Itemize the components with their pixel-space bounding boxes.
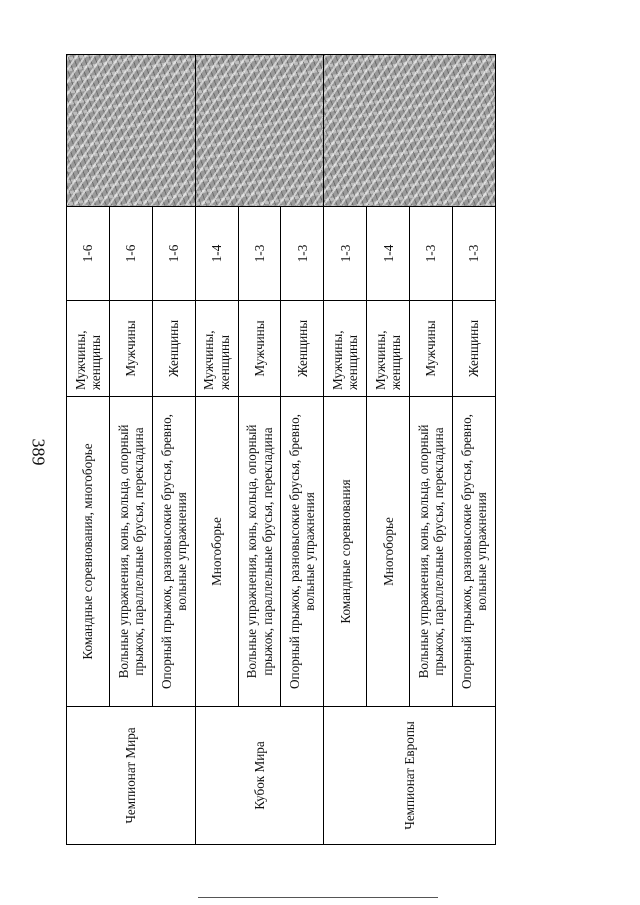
- program-cell: Опорный прыжок, разновысокие брусья, бревно, вольные упражнения: [453, 397, 496, 707]
- sex-text: Мужчины: [251, 320, 267, 377]
- program-cell: Вольные упражнения, конь, кольца, опорный прыжок, параллельные брусья, перекладина: [109, 397, 152, 707]
- sex-cell: [109, 301, 152, 397]
- sex-cell: [324, 301, 367, 397]
- sex-text: Женщины: [294, 319, 310, 378]
- bottom-divider: [198, 897, 438, 898]
- competition-cell: Кубок Мира: [195, 707, 324, 845]
- sex-text: Женщины: [466, 319, 482, 378]
- sex-cell: [195, 301, 238, 397]
- table-container: [66, 55, 496, 845]
- program-cell: Многоборье: [367, 397, 410, 707]
- sex-text: Мужчины, женщины: [373, 330, 404, 390]
- sex-text: Мужчины: [423, 320, 439, 377]
- program-cell: Вольные упражнения, конь, кольца, опорный прыжок, параллельные брусья, перекладина: [238, 397, 281, 707]
- competition-cell: Чемпионат Европы: [324, 707, 496, 845]
- ages-cell: 1-6: [152, 207, 195, 301]
- ages-cell: 1-4: [367, 207, 410, 301]
- competition-cell: Чемпионат Мира: [67, 707, 196, 845]
- table-row: [324, 55, 367, 845]
- scan-noise-cell: [195, 55, 324, 207]
- ages-cell: 1-3: [453, 207, 496, 301]
- sex-text: Женщины: [166, 319, 182, 378]
- scan-noise-cell: [67, 55, 196, 207]
- ages-cell: 1-6: [67, 207, 110, 301]
- sex-cell: [67, 301, 110, 397]
- sex-text: Мужчины: [123, 320, 139, 377]
- sex-cell: [238, 301, 281, 397]
- ages-cell: 1-3: [410, 207, 453, 301]
- ages-cell: 1-3: [281, 207, 324, 301]
- ages-cell: 1-3: [324, 207, 367, 301]
- table-row: [195, 55, 238, 845]
- program-cell: Опорный прыжок, разновысокие брусья, бревно, вольные упражнения: [281, 397, 324, 707]
- program-cell: Опорный прыжок, разновысокие брусья, бревно, вольные упражнения: [152, 397, 195, 707]
- sex-text: Мужчины, женщины: [201, 330, 232, 390]
- sex-cell: [453, 301, 496, 397]
- ages-cell: 1-3: [238, 207, 281, 301]
- ages-cell: 1-6: [109, 207, 152, 301]
- program-cell: Многоборье: [195, 397, 238, 707]
- table-row: [67, 55, 110, 845]
- sex-text: Мужчины, женщины: [330, 330, 361, 390]
- program-cell: Командные соревнования: [324, 397, 367, 707]
- program-cell: Командные соревнования, многоборье: [67, 397, 110, 707]
- sex-text: Мужчины, женщины: [72, 330, 103, 390]
- ages-cell: 1-4: [195, 207, 238, 301]
- page-number: 389: [28, 438, 49, 466]
- program-cell: Вольные упражнения, конь, кольца, опорный прыжок, параллельные брусья, перекладина: [410, 397, 453, 707]
- competition-table: [66, 54, 496, 845]
- sex-cell: [367, 301, 410, 397]
- sex-cell: [410, 301, 453, 397]
- rotated-table-frame: [66, 55, 496, 845]
- sex-cell: [281, 301, 324, 397]
- scan-noise-cell: [324, 55, 496, 207]
- sex-cell: [152, 301, 195, 397]
